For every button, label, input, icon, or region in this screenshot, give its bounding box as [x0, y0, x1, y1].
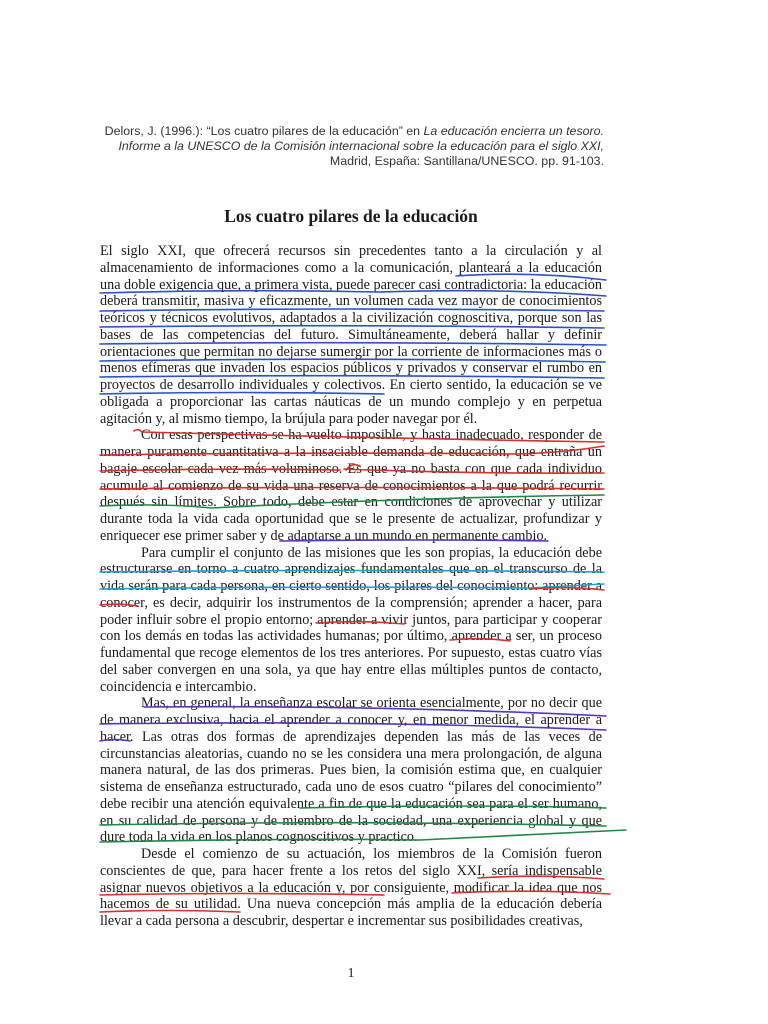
text-line: dure toda la vida en los planos cognoscitivos y practico. [100, 829, 418, 846]
text-line: asignar nuevos objetivos a la educación y, por consiguiente, modificar la idea que nos [100, 879, 602, 896]
text-line: Con esas perspectivas se ha vuelto imposible, y hasta inadecuado, responder de [141, 427, 602, 444]
citation-line-3: Madrid, España: Santillana/UNESCO. pp. 91-103. [329, 154, 604, 168]
text-line: manera puramente cuantitativa a la insaciable demanda de educación, que entraña un [100, 444, 602, 460]
text-line: conscientes de que, para hacer frente a los retos del siglo XXI, sería indispensable [100, 862, 602, 879]
paragraph [100, 427, 602, 544]
text-line: del saber convergen en una sola, ya que hay entre ellas múltiples puntos de contacto, [100, 661, 602, 678]
text-line: orientaciones que permitan no dejarse sumergir por la corriente de informaciones más o [100, 343, 602, 360]
text-line: de manera exclusiva, hacia el aprender a conocer y, en menor medida, el aprender a [100, 712, 602, 728]
text-line: Para cumplir el conjunto de las misiones que les son propias, la educación debe [141, 544, 602, 561]
text-line: El siglo XXI, que ofrecerá recursos sin precedentes tanto a la circulación y al [100, 243, 602, 259]
text-line: manera natural, de las dos primeras. Pues bien, la comisión estima que, en cualquier [100, 762, 602, 779]
paragraph [100, 846, 602, 930]
page-number: 1 [347, 966, 355, 981]
text-line: fundamental que recoge elementos de los tres anteriores. Por supuesto, estas cuatro vías [100, 645, 602, 661]
text-line: acumule al comienzo de su vida una reserva de conocimientos a la que podrá recurrir [100, 477, 602, 494]
text-line: debe recibir una atención equivalente a fin de que la educación sea para el ser humano, [100, 795, 602, 812]
text-line: una doble exigencia que, a primera vista, puede parecer casi contradictoria: la educación [100, 276, 602, 293]
text-line: circunstancias aleatorias, cuando no se les considera una mera prolongación, de alguna [100, 745, 602, 762]
paragraph [100, 545, 602, 696]
text-line: bagaje escolar cada vez más voluminoso. Es que ya no basta con que cada individuo [100, 460, 602, 477]
citation-line-2: Informe a la UNESCO de la Comisión internacional sobre la educación para el siglo XXI, [118, 139, 604, 153]
paragraph [100, 243, 602, 427]
text-line: en su calidad de persona y de miembro de la sociedad, una experiencia global y que [100, 812, 602, 829]
text-line: durante toda la vida cada oportunidad que se le presente de actualizar, profundizar y [100, 511, 602, 527]
text-line: enriquecer ese primer saber y de adaptarse a un mundo en permanente cambio. [100, 527, 548, 544]
text-line: coincidencia e intercambio. [100, 678, 257, 695]
text-line: estructurarse en torno a cuatro aprendizajes fundamentales que en el transcurso de la [100, 561, 602, 578]
text-line: hacer. Las otras dos formas de aprendizajes dependen las más de las veces de [100, 728, 602, 745]
text-line: obligada a proporcionar las cartas náuticas de un mundo complejo y en perpetua [100, 393, 602, 410]
text-line: con los demás en todas las actividades humanas; por último, aprender a ser, un proceso [100, 628, 602, 645]
text-line: poder influir sobre el propio entorno; aprender a vivir juntos, para participar y cooperar [100, 611, 602, 628]
bibliographic-citation [105, 124, 604, 169]
text-line: deberá transmitir, masiva y eficazmente, un volumen cada vez mayor de conocimientos [100, 293, 602, 310]
text-line: agitación y, al mismo tiempo, la brújula para poder navegar por él. [100, 410, 478, 427]
text-line: teóricos y técnicos evolutivos, adaptados a la civilización cognoscitiva, porque son las [100, 310, 602, 326]
text-line: proyectos de desarrollo individuales y colectivos. En cierto sentido, la educación se ve [100, 377, 602, 393]
paragraph [100, 695, 602, 846]
text-line: menos efímeras que invaden los espacios públicos y privados y conservar el rumbo en [100, 360, 602, 377]
text-line: Mas, en general, la enseñanza escolar se orienta esencialmente, por no decir que [141, 695, 602, 712]
text-line: hacemos de su utilidad. Una nueva concepción más amplia de la educación debería [100, 896, 602, 913]
text-line: almacenamiento de informaciones como a la comunicación, planteará a la educación [100, 259, 602, 276]
document-body [100, 243, 602, 930]
text-line: sistema de enseñanza estructurado, cada uno de esos cuatro “pilares del conocimiento” [100, 779, 602, 795]
citation-line-1: Delors, J. (1996.): “Los cuatro pilares de la educación” en La educación encierra un tesoro. [104, 124, 604, 138]
text-line: vida serán para cada persona, en cierto sentido, los pilares del conocimiento: aprender a [100, 578, 602, 594]
text-line: Desde el comienzo de su actuación, los miembros de la Comisión fueron [141, 846, 602, 862]
text-line: llevar a cada persona a descubrir, despertar e incrementar sus posibilidades creativas, [100, 913, 583, 929]
document-title: Los cuatro pilares de la educación [224, 206, 478, 226]
text-line: después sin límites. Sobre todo, debe estar en condiciones de aprovechar y utilizar [100, 494, 602, 511]
text-line: conocer, es decir, adquirir los instrumentos de la comprensión; aprender a hacer, para [100, 594, 602, 611]
text-line: bases de las competencias del futuro. Simultáneamente, deberá hallar y definir [100, 326, 602, 343]
